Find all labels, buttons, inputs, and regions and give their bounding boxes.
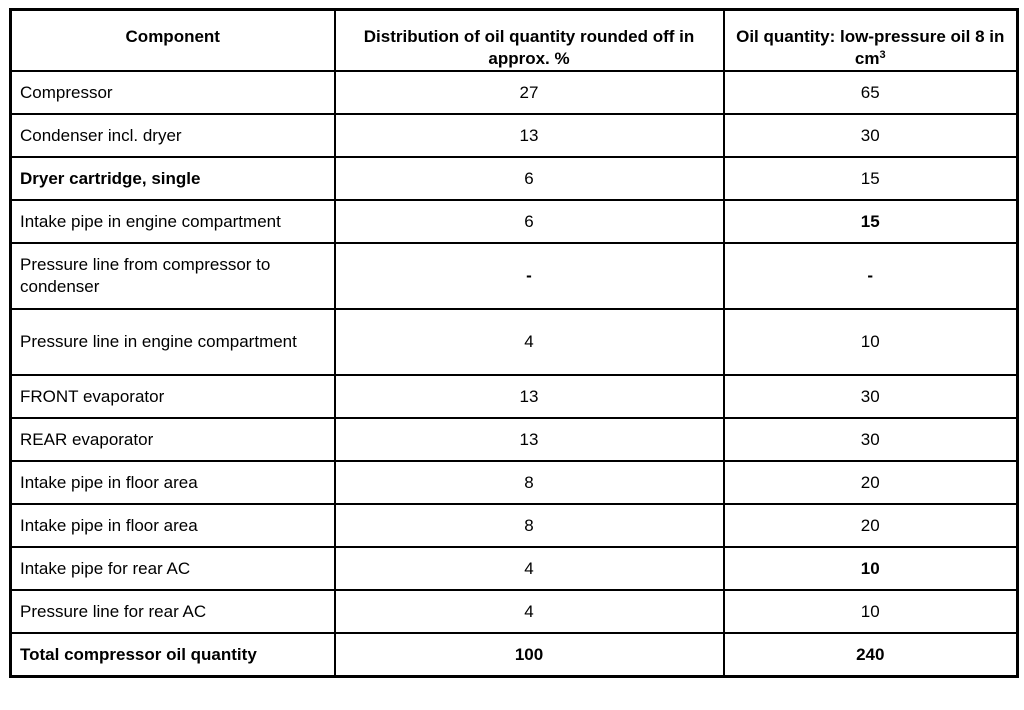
table-row [11,375,1018,418]
percent-cell: 8 [335,461,724,504]
quantity-cell: 30 [724,375,1018,418]
table-row [11,590,1018,633]
percent-cell: - [335,243,724,309]
component-cell: Pressure line from compressor to condenser [11,243,335,309]
component-cell: FRONT evaporator [11,375,335,418]
component-cell: Compressor [11,71,335,114]
quantity-cell: 30 [724,114,1018,157]
quantity-cell: 30 [724,418,1018,461]
percent-cell: 4 [335,309,724,375]
component-cell: Condenser incl. dryer [11,114,335,157]
component-cell: Dryer cartridge, single [11,157,335,200]
oil-distribution-table [9,8,1019,678]
component-cell: Intake pipe in floor area [11,504,335,547]
percent-cell: 27 [335,71,724,114]
component-cell: REAR evaporator [11,418,335,461]
header-component: Component [11,10,335,72]
quantity-cell: 20 [724,461,1018,504]
total-percent-cell: 100 [335,633,724,677]
table-row [11,418,1018,461]
percent-cell: 13 [335,114,724,157]
table-row [11,114,1018,157]
quantity-cell: 20 [724,504,1018,547]
component-cell: Intake pipe in floor area [11,461,335,504]
table-row [11,309,1018,375]
quantity-cell: 15 [724,157,1018,200]
quantity-cell: 10 [724,309,1018,375]
header-oil-quantity-superscript: 3 [879,49,886,61]
total-component-cell: Total compressor oil quantity [11,633,335,677]
percent-cell: 6 [335,200,724,243]
header-distribution: Distribution of oil quantity rounded off in approx. % [335,10,724,72]
header-oil-quantity [724,10,1018,72]
percent-cell: 13 [335,418,724,461]
table-row [11,504,1018,547]
table-row [11,157,1018,200]
table-row [11,461,1018,504]
percent-cell: 4 [335,547,724,590]
percent-cell: 13 [335,375,724,418]
total-quantity-cell: 240 [724,633,1018,677]
table-row [11,200,1018,243]
component-cell: Intake pipe for rear AC [11,547,335,590]
percent-cell: 6 [335,157,724,200]
quantity-cell: - [724,243,1018,309]
quantity-cell: 65 [724,71,1018,114]
quantity-cell: 15 [724,200,1018,243]
component-cell: Pressure line for rear AC [11,590,335,633]
quantity-cell: 10 [724,590,1018,633]
component-cell: Pressure line in engine compartment [11,309,335,375]
percent-cell: 8 [335,504,724,547]
header-row [11,10,1018,72]
table-row [11,243,1018,309]
quantity-cell: 10 [724,547,1018,590]
table-row [11,547,1018,590]
header-oil-quantity-text: Oil quantity: low-pressure oil 8 in cm [736,27,1005,68]
percent-cell: 4 [335,590,724,633]
component-cell: Intake pipe in engine compartment [11,200,335,243]
total-row [11,633,1018,677]
table-row [11,71,1018,114]
